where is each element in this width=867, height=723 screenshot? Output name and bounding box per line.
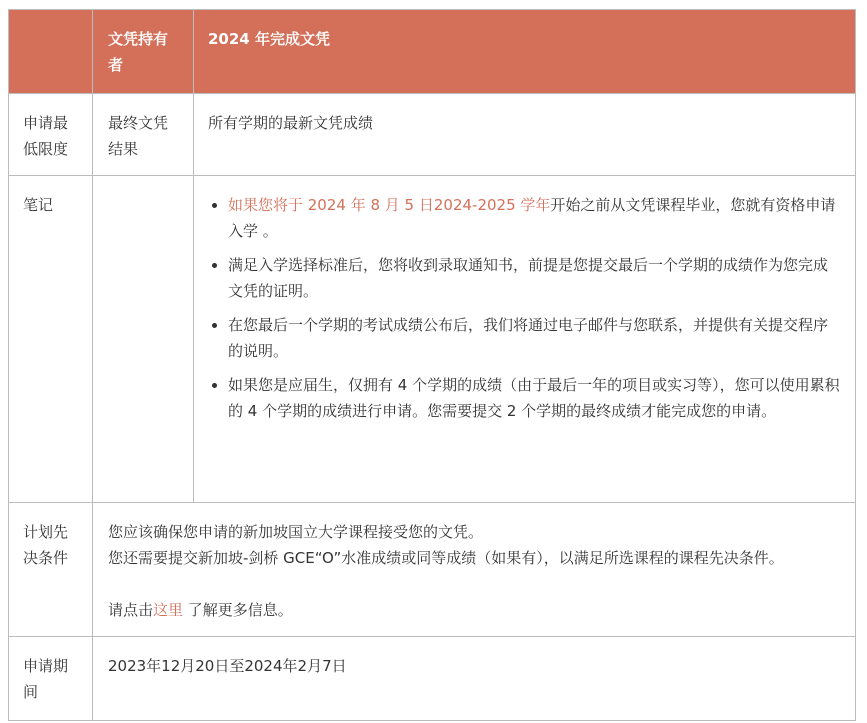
more-info-link[interactable]: 这里 <box>153 601 184 619</box>
paragraph-spacer <box>108 571 840 597</box>
notes-item <box>228 372 840 424</box>
notes-item-text: 满足入学选择标准后，您将收到录取通知书，前提是您提交最后一个学期的成绩作为您完成文凭的证明。 <box>228 256 829 300</box>
admission-table <box>8 9 856 721</box>
notes-item <box>228 252 840 304</box>
notes-content <box>194 176 856 503</box>
prerequisites-label: 计划先决条件 <box>9 503 93 637</box>
notes-label: 笔记 <box>9 176 93 503</box>
notes-item <box>228 312 840 364</box>
prerequisites-line-1: 您应该确保您申请的新加坡国立大学课程接受您的文凭。 <box>108 523 484 541</box>
row-application-period <box>9 637 856 721</box>
period-label: 申请期间 <box>9 637 93 721</box>
notes-empty-cell <box>93 176 194 503</box>
prerequisites-content <box>93 503 856 637</box>
more-info-suffix: 了解更多信息。 <box>183 601 293 619</box>
row-prerequisites <box>9 503 856 637</box>
notes-item <box>228 192 840 244</box>
notes-list <box>208 192 840 424</box>
notes-item-highlight: 如果您将于 2024 年 8 月 5 日2024-2025 学年 <box>228 196 551 214</box>
min-requirement-value: 所有学期的最新文凭成绩 <box>194 94 856 176</box>
min-requirement-sub: 最终文凭结果 <box>93 94 194 176</box>
row-min-requirement <box>9 94 856 176</box>
header-row <box>9 10 856 94</box>
row-notes <box>9 176 856 503</box>
notes-item-text: 开始之前从文凭课程毕业，您就有资格申请入学 。 <box>228 196 836 240</box>
more-info-line <box>108 597 840 623</box>
more-info-prefix: 请点击 <box>108 601 154 619</box>
period-value: 2023年12月20日至2024年2月7日 <box>93 637 856 721</box>
notes-item-text: 在您最后一个学期的考试成绩公布后，我们将通过电子邮件与您联系，并提供有关提交程序的说明。 <box>228 316 829 360</box>
header-diploma-holder: 文凭持有者 <box>93 10 194 94</box>
header-diploma-2024: 2024 年完成文凭 <box>194 10 856 94</box>
header-cell-empty <box>9 10 93 94</box>
prerequisites-line-2: 您还需要提交新加坡-剑桥 GCE“O”水准成绩或同等成绩（如果有），以满足所选课程的课程先决条件。 <box>108 549 784 567</box>
notes-item-text: 如果您是应届生，仅拥有 4 个学期的成绩（由于最后一年的项目或实习等），您可以使用累积的 4 个学期的成绩进行申请。您需要提交 2 个学期的最终成绩才能完成您的申请。 <box>228 376 840 420</box>
min-requirement-label: 申请最低限度 <box>9 94 93 176</box>
